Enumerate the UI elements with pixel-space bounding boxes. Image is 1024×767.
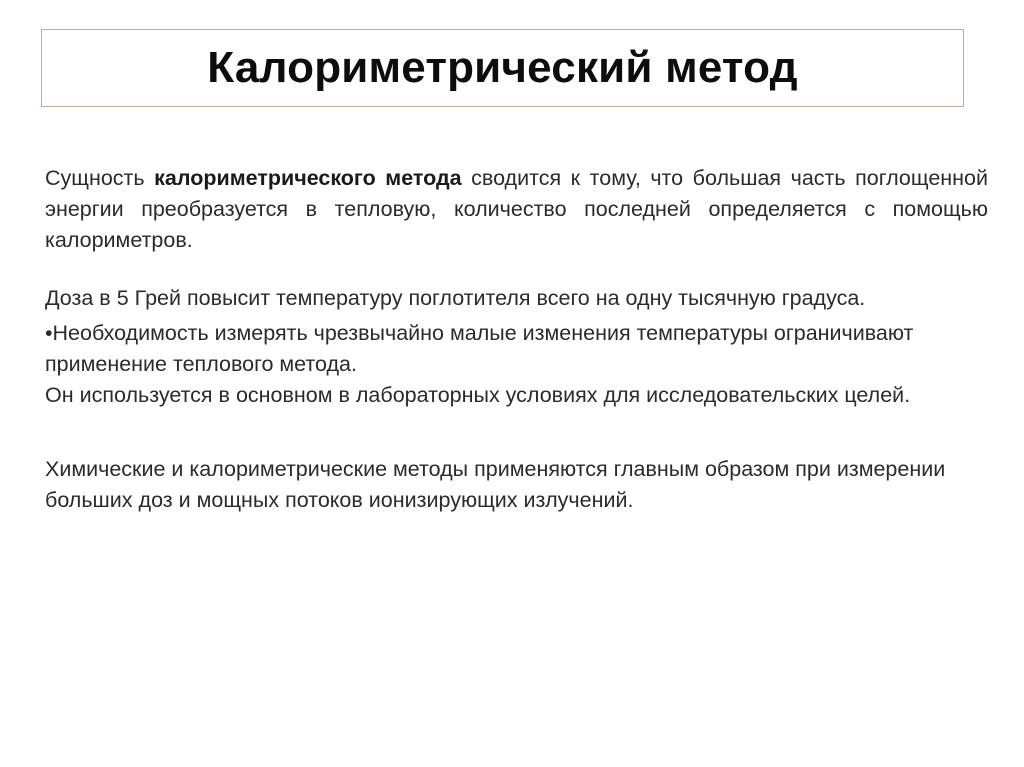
paragraph-essence-bold-term: калориметрического метода	[154, 166, 462, 190]
paragraph-bullet-limitation: •Необходимость измерять чрезвычайно малые изменения температуры ограничивают применение теплового метода.	[45, 321, 914, 376]
paragraph-essence	[45, 163, 988, 256]
slide-title: Калориметрический метод	[207, 43, 798, 92]
paragraph-essence-lead: Сущность	[45, 166, 155, 190]
paragraph-essence-rest: сводится к тому, что большая часть поглощенной энергии преобразуется в тепловую, количество последней определяется с помощью калориметров.	[45, 166, 988, 252]
title-box	[41, 29, 964, 107]
paragraph-lab-use: Он используется в основном в лабораторных условиях для исследовательских целей.	[45, 383, 911, 407]
paragraph-chemical-methods: Химические и калориметрические методы применяются главным образом при измерении больших доз и мощных потоков ионизирующих излучений.	[45, 457, 946, 512]
slide-body	[45, 163, 988, 516]
paragraph-dose: Доза в 5 Грей повысит температуру поглотителя всего на одну тысячную градуса.	[45, 286, 866, 310]
